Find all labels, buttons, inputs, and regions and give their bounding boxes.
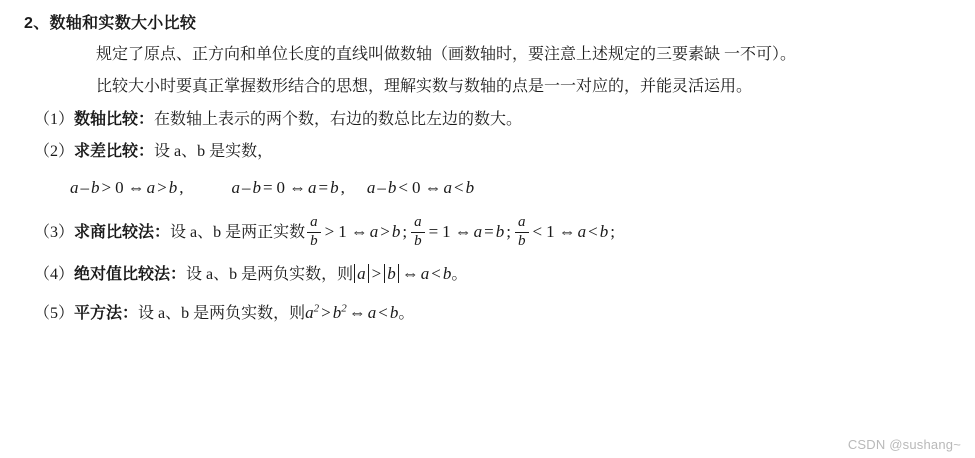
math-a: a <box>366 178 376 198</box>
math-comma: , <box>340 178 345 198</box>
math-b: b <box>91 178 100 198</box>
math-iff: ⇔ <box>127 178 145 198</box>
paragraph-comparison: 比较大小时要真正掌握数形结合的思想，理解实数与数轴的点是一一对应的，并能灵活运用。 <box>96 78 753 95</box>
math-b: b <box>442 263 452 283</box>
math-lt: < <box>431 263 441 283</box>
item-body: 设 a、b 是两负实数，则 <box>138 304 306 322</box>
list-item <box>20 297 955 329</box>
math-iff: ⇔ <box>350 222 368 242</box>
math-gt: > <box>321 302 331 322</box>
fraction-numerator: a <box>414 214 422 231</box>
item-colon: ： <box>154 224 171 242</box>
math-zero: 0 <box>411 178 421 198</box>
math-gt: > <box>371 263 382 283</box>
math-a: a <box>473 222 483 242</box>
math-iff: ⇔ <box>401 263 419 283</box>
math-b: b <box>387 178 397 198</box>
math-b: b <box>599 222 609 242</box>
math-iff: ⇔ <box>348 302 366 322</box>
math-lt: < <box>453 178 464 198</box>
list-item <box>20 139 955 165</box>
fraction-numerator: a <box>310 214 318 231</box>
item-term: 平方法 <box>74 304 123 322</box>
math-eq: = <box>318 178 329 198</box>
watermark: CSDN @sushang~ <box>847 437 961 452</box>
fraction-denominator: b <box>307 232 321 250</box>
item-term: 绝对值比较法 <box>74 265 171 283</box>
math-one: 1 <box>546 222 555 242</box>
math-b: b <box>252 178 261 198</box>
math-b: b <box>168 178 178 198</box>
list-item <box>20 107 955 133</box>
item-term: 求差比较 <box>74 142 139 160</box>
math-a: a <box>369 222 379 242</box>
math-a: a <box>420 263 430 283</box>
item-number: （4） <box>34 265 75 283</box>
math-lt: < <box>532 222 543 242</box>
abs-a: a <box>354 264 369 283</box>
item-body: 设 a、b 是两负实数，则 <box>186 265 354 283</box>
list-item <box>20 214 955 250</box>
item-number: （1） <box>34 111 75 128</box>
math-eq: = <box>428 222 439 242</box>
item-term: 求商比较法 <box>74 224 155 242</box>
fraction-a-over-b <box>515 215 529 250</box>
math-minus: – <box>241 178 251 198</box>
item-colon: ： <box>122 304 139 322</box>
math-lt: < <box>378 302 388 322</box>
math-a: a <box>443 178 452 198</box>
item-number: （5） <box>34 304 75 322</box>
item-colon: ： <box>138 142 155 160</box>
item-colon: ： <box>170 265 187 283</box>
math-gt: > <box>324 222 335 242</box>
item-period: 。 <box>398 304 415 322</box>
math-one: 1 <box>442 222 451 242</box>
math-comma: , <box>179 178 184 198</box>
math-exponent-two: 2 <box>313 301 320 314</box>
fraction-denominator: b <box>411 232 425 250</box>
math-a: a <box>70 178 79 198</box>
math-b: b <box>495 222 505 242</box>
math-b: b <box>391 222 401 242</box>
math-eq: = <box>262 178 273 198</box>
math-minus: – <box>377 178 386 198</box>
item-body: 设 a、b 是两正实数 <box>170 224 306 242</box>
item-colon: ： <box>138 111 155 128</box>
paragraph-definition: 规定了原点、正方向和单位长度的直线叫做数轴（画数轴时，要注意上述规定的三要素缺 一不可）。 <box>96 46 797 63</box>
fraction-numerator: a <box>518 214 526 231</box>
math-b: b <box>332 302 342 322</box>
math-iff: ⇔ <box>558 222 576 242</box>
math-gt: > <box>157 178 167 198</box>
page-title: 2、数轴和实数大小比较 <box>24 15 197 32</box>
math-gt: > <box>101 178 112 198</box>
math-gt: > <box>380 222 390 242</box>
math-a: a <box>308 178 317 198</box>
math-eq: = <box>484 222 494 242</box>
formula-square-comparison <box>305 303 398 322</box>
formula-absolute-comparison <box>353 264 451 283</box>
fraction-denominator: b <box>515 232 529 250</box>
item-body: 在数轴上表示的两个数，右边的数总比左边的数大。 <box>154 111 523 128</box>
math-zero: 0 <box>115 178 124 198</box>
math-iff: ⇔ <box>289 178 307 198</box>
math-semicolon: ; <box>402 222 408 242</box>
math-b: b <box>389 302 399 322</box>
item-number: （2） <box>34 142 75 160</box>
fraction-a-over-b <box>411 215 425 250</box>
math-zero: 0 <box>276 178 286 198</box>
item-term: 数轴比较 <box>74 111 139 128</box>
item-period: 。 <box>451 265 468 283</box>
fraction-a-over-b <box>307 215 321 250</box>
math-b: b <box>330 178 339 198</box>
math-semicolon: ; <box>506 222 511 242</box>
formula-difference-comparison <box>20 178 955 198</box>
item-number: （3） <box>34 224 75 242</box>
math-minus: – <box>80 178 89 198</box>
math-a: a <box>146 178 156 198</box>
abs-b: b <box>384 264 399 283</box>
list-item <box>20 257 955 291</box>
formula-quotient-comparison <box>305 214 617 249</box>
math-a: a <box>231 178 240 198</box>
math-iff: ⇔ <box>454 222 472 242</box>
math-iff: ⇔ <box>424 178 442 198</box>
math-exponent-two: 2 <box>341 301 347 314</box>
item-body: 设 a、b 是实数， <box>154 142 274 160</box>
math-a: a <box>305 302 314 322</box>
math-lt: < <box>398 178 408 198</box>
math-lt: < <box>588 222 598 242</box>
math-b: b <box>465 178 475 198</box>
math-one: 1 <box>338 222 347 242</box>
math-a: a <box>367 302 377 322</box>
math-a: a <box>577 222 587 242</box>
math-semicolon: ; <box>610 222 615 242</box>
